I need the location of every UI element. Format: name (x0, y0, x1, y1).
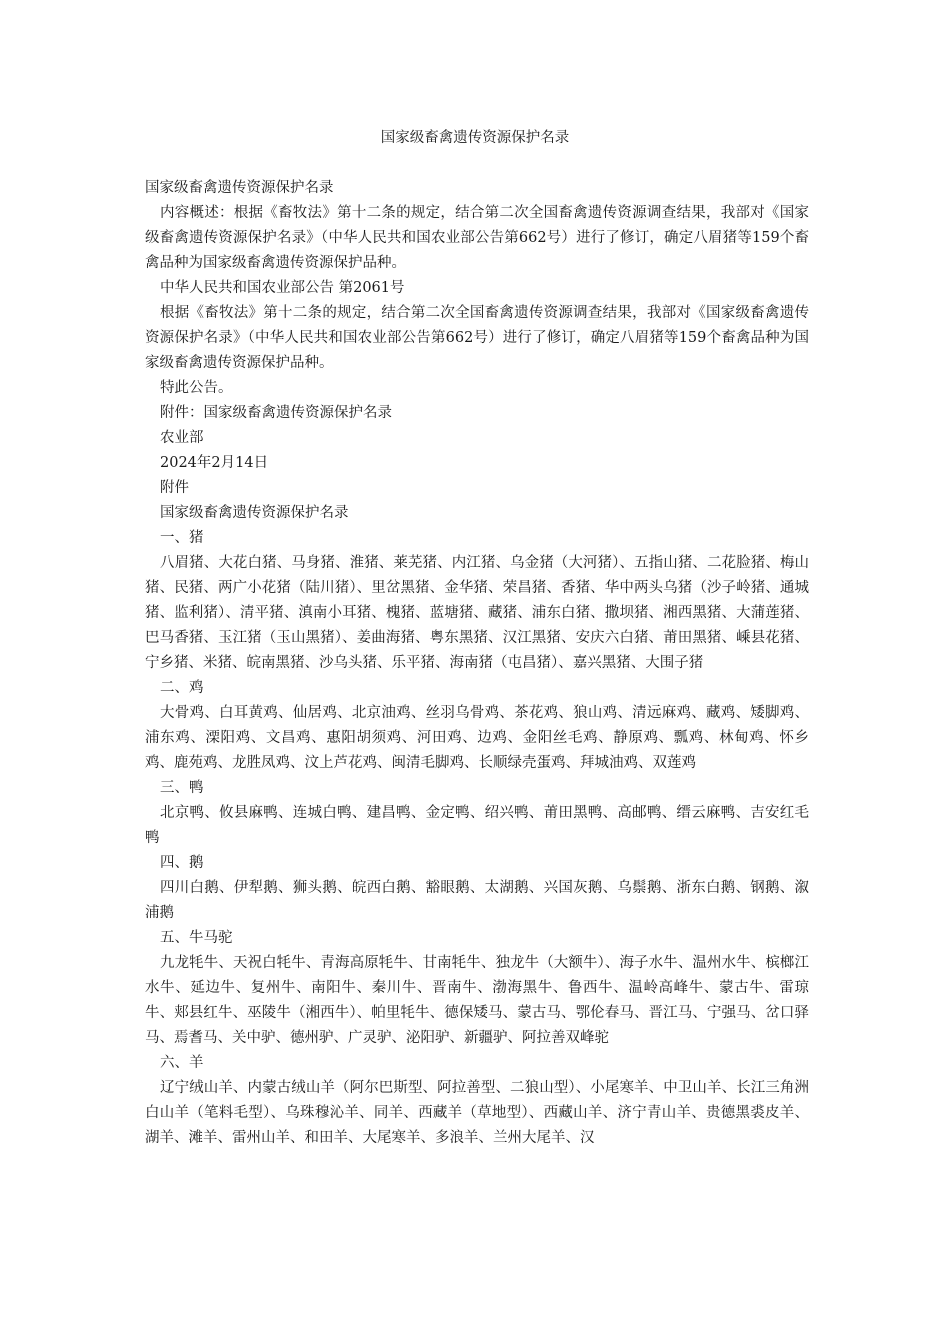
document-paragraph: 特此公告。 (160, 380, 233, 396)
document-paragraph: 大骨鸡、白耳黄鸡、仙居鸡、北京油鸡、丝羽乌骨鸡、茶花鸡、狼山鸡、清远麻鸡、藏鸡、矮脚鸡、浦东鸡、溧阳鸡、文昌鸡、惠阳胡须鸡、河田鸡、边鸡、金阳丝毛鸡、静原鸡、瓢鸡、林甸鸡、怀乡鸡、鹿苑鸡、龙胜凤鸡、汶上芦花鸡、闽清毛脚鸡、长顺绿壳蛋鸡、拜城油鸡、双莲鸡 (145, 705, 809, 771)
document-paragraph: 中华人民共和国农业部公告 第2061号 (160, 280, 405, 296)
document-paragraph: 一、猪 (160, 530, 204, 546)
document-paragraph: 六、羊 (160, 1055, 204, 1071)
document-paragraph: 五、牛马驼 (160, 930, 233, 946)
document-paragraph: 国家级畜禽遗传资源保护名录 (160, 505, 349, 521)
document-paragraph: 附件：国家级畜禽遗传资源保护名录 (160, 405, 392, 421)
document-paragraph: 四川白鹅、伊犁鹅、狮头鹅、皖西白鹅、豁眼鹅、太湖鹅、兴国灰鹅、乌鬃鹅、浙东白鹅、钢鹅、溆浦鹅 (145, 880, 809, 921)
document-paragraph: 2024年2月14日 (160, 455, 269, 471)
document-paragraph: 内容概述：根据《畜牧法》第十二条的规定，结合第二次全国畜禽遗传资源调查结果，我部对《国家级畜禽遗传资源保护名录》（中华人民共和国农业部公告第662号）进行了修订，确定八眉猪等159个畜禽品种为国家级畜禽遗传资源保护品种。 (145, 205, 809, 271)
document-paragraph: 九龙牦牛、天祝白牦牛、青海高原牦牛、甘南牦牛、独龙牛（大额牛）、海子水牛、温州水牛、槟榔江水牛、延边牛、复州牛、南阳牛、秦川牛、晋南牛、渤海黑牛、鲁西牛、温岭高峰牛、蒙古牛、雷琼牛、郏县红牛、巫陵牛（湘西牛）、帕里牦牛、德保矮马、蒙古马、鄂伦春马、晋江马、宁强马、岔口驿马、焉耆马、关中驴、德州驴、广灵驴、泌阳驴、新疆驴、阿拉善双峰驼 (145, 955, 809, 1046)
document-paragraph: 辽宁绒山羊、内蒙古绒山羊（阿尔巴斯型、阿拉善型、二狼山型）、小尾寒羊、中卫山羊、长江三角洲白山羊（笔料毛型）、乌珠穆沁羊、同羊、西藏羊（草地型）、西藏山羊、济宁青山羊、贵德黑裘皮羊、湖羊、滩羊、雷州山羊、和田羊、大尾寒羊、多浪羊、兰州大尾羊、汉 (145, 1080, 809, 1146)
document-paragraph: 北京鸭、攸县麻鸭、连城白鸭、建昌鸭、金定鸭、绍兴鸭、莆田黑鸭、高邮鸭、缙云麻鸭、吉安红毛鸭 (145, 805, 809, 846)
document-paragraph: 附件 (160, 480, 189, 496)
document-body (145, 176, 809, 1151)
document-paragraph: 二、鸡 (160, 680, 204, 696)
document-paragraph: 农业部 (160, 430, 204, 446)
document-title: 国家级畜禽遗传资源保护名录 (380, 130, 570, 146)
document-paragraph: 四、鹅 (160, 855, 204, 871)
document-paragraph: 根据《畜牧法》第十二条的规定，结合第二次全国畜禽遗传资源调查结果，我部对《国家级畜禽遗传资源保护名录》（中华人民共和国农业部公告第662号）进行了修订，确定八眉猪等159个畜禽品种为国家级畜禽遗传资源保护品种。 (145, 305, 809, 371)
document-paragraph: 三、鸭 (160, 780, 204, 796)
document-paragraph: 八眉猪、大花白猪、马身猪、淮猪、莱芜猪、内江猪、乌金猪（大河猪）、五指山猪、二花脸猪、梅山猪、民猪、两广小花猪（陆川猪）、里岔黑猪、金华猪、荣昌猪、香猪、华中两头乌猪（沙子岭猪、通城猪、监利猪）、清平猪、滇南小耳猪、槐猪、蓝塘猪、藏猪、浦东白猪、撒坝猪、湘西黑猪、大蒲莲猪、巴马香猪、玉江猪（玉山黑猪）、姜曲海猪、粤东黑猪、汉江黑猪、安庆六白猪、莆田黑猪、嵊县花猪、宁乡猪、米猪、皖南黑猪、沙乌头猪、乐平猪、海南猪（屯昌猪）、嘉兴黑猪、大围子猪 (145, 555, 809, 671)
document-paragraph: 国家级畜禽遗传资源保护名录 (145, 180, 334, 196)
